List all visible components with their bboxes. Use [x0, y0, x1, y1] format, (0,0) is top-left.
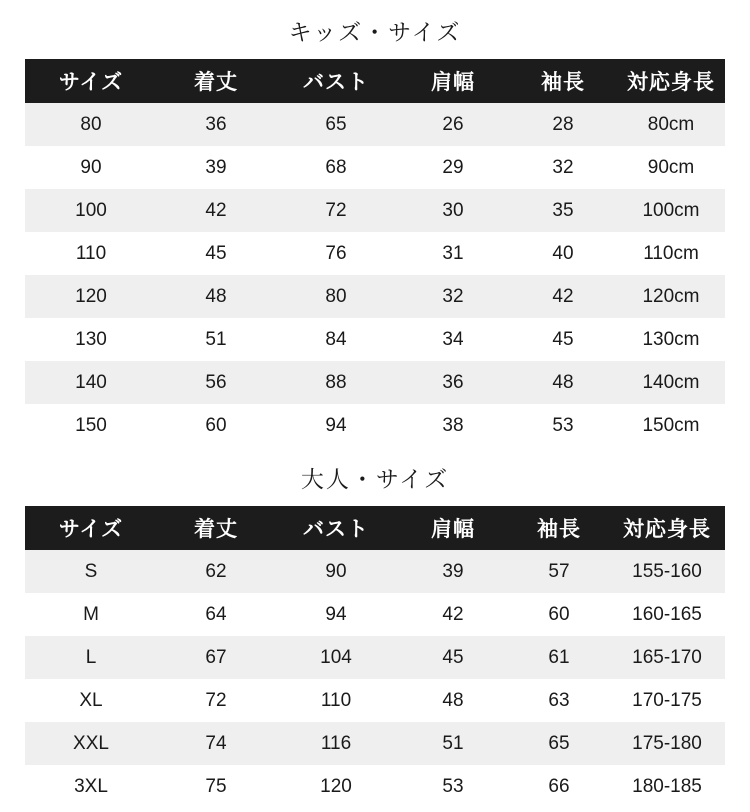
- table-row: [25, 765, 725, 808]
- cell-bust: 80: [275, 275, 397, 318]
- cell-length: 67: [157, 636, 275, 679]
- adult-size-table: [25, 506, 725, 808]
- cell-shoulder: 51: [397, 722, 509, 765]
- cell-length: 64: [157, 593, 275, 636]
- cell-length: 74: [157, 722, 275, 765]
- cell-length: 48: [157, 275, 275, 318]
- cell-height: 150cm: [617, 404, 725, 447]
- cell-shoulder: 26: [397, 103, 509, 146]
- cell-shoulder: 30: [397, 189, 509, 232]
- cell-length: 39: [157, 146, 275, 189]
- cell-sleeve: 63: [509, 679, 609, 722]
- table-row: [25, 679, 725, 722]
- cell-length: 36: [157, 103, 275, 146]
- cell-shoulder: 45: [397, 636, 509, 679]
- cell-bust: 65: [275, 103, 397, 146]
- cell-length: 75: [157, 765, 275, 808]
- cell-height: 175-180: [609, 722, 725, 765]
- column-header-length: 着丈: [157, 59, 275, 103]
- cell-height: 160-165: [609, 593, 725, 636]
- cell-sleeve: 66: [509, 765, 609, 808]
- cell-length: 42: [157, 189, 275, 232]
- cell-sleeve: 61: [509, 636, 609, 679]
- cell-sleeve: 28: [509, 103, 617, 146]
- cell-sleeve: 32: [509, 146, 617, 189]
- cell-size: L: [25, 636, 157, 679]
- column-header-shoulder: 肩幅: [397, 506, 509, 550]
- column-header-size: サイズ: [25, 506, 157, 550]
- cell-size: 80: [25, 103, 157, 146]
- cell-length: 56: [157, 361, 275, 404]
- cell-height: 110cm: [617, 232, 725, 275]
- table-row: [25, 550, 725, 593]
- cell-height: 165-170: [609, 636, 725, 679]
- cell-shoulder: 36: [397, 361, 509, 404]
- cell-height: 140cm: [617, 361, 725, 404]
- table-row: [25, 189, 725, 232]
- table-row: [25, 318, 725, 361]
- column-header-bust: バスト: [275, 506, 397, 550]
- cell-sleeve: 48: [509, 361, 617, 404]
- cell-shoulder: 48: [397, 679, 509, 722]
- cell-shoulder: 53: [397, 765, 509, 808]
- cell-size: 140: [25, 361, 157, 404]
- cell-shoulder: 29: [397, 146, 509, 189]
- table-row: [25, 103, 725, 146]
- cell-height: 100cm: [617, 189, 725, 232]
- cell-bust: 94: [275, 593, 397, 636]
- column-header-height: 対応身長: [609, 506, 725, 550]
- cell-shoulder: 42: [397, 593, 509, 636]
- cell-height: 130cm: [617, 318, 725, 361]
- cell-bust: 88: [275, 361, 397, 404]
- column-header-length: 着丈: [157, 506, 275, 550]
- cell-shoulder: 39: [397, 550, 509, 593]
- cell-size: 130: [25, 318, 157, 361]
- cell-sleeve: 45: [509, 318, 617, 361]
- cell-bust: 94: [275, 404, 397, 447]
- column-header-bust: バスト: [275, 59, 397, 103]
- cell-length: 51: [157, 318, 275, 361]
- cell-length: 45: [157, 232, 275, 275]
- cell-height: 90cm: [617, 146, 725, 189]
- cell-size: 120: [25, 275, 157, 318]
- column-header-sleeve: 袖長: [509, 506, 609, 550]
- cell-sleeve: 60: [509, 593, 609, 636]
- kids-table-head: [25, 59, 725, 103]
- cell-bust: 116: [275, 722, 397, 765]
- adult-table-head: [25, 506, 725, 550]
- cell-sleeve: 42: [509, 275, 617, 318]
- kids-section-title: キッズ・サイズ: [288, 19, 462, 45]
- table-row: [25, 404, 725, 447]
- table-row: [25, 275, 725, 318]
- cell-sleeve: 35: [509, 189, 617, 232]
- table-row: [25, 722, 725, 765]
- cell-size: 90: [25, 146, 157, 189]
- kids-size-table: [25, 59, 725, 447]
- cell-size: 100: [25, 189, 157, 232]
- cell-length: 62: [157, 550, 275, 593]
- cell-sleeve: 57: [509, 550, 609, 593]
- cell-shoulder: 34: [397, 318, 509, 361]
- cell-shoulder: 38: [397, 404, 509, 447]
- adult-section-title: 大人・サイズ: [300, 466, 450, 492]
- cell-sleeve: 53: [509, 404, 617, 447]
- cell-length: 72: [157, 679, 275, 722]
- cell-sleeve: 40: [509, 232, 617, 275]
- cell-size: M: [25, 593, 157, 636]
- adult-table-body: [25, 550, 725, 808]
- cell-bust: 120: [275, 765, 397, 808]
- table-row: [25, 636, 725, 679]
- cell-size: 110: [25, 232, 157, 275]
- column-header-size: サイズ: [25, 59, 157, 103]
- table-row: [25, 361, 725, 404]
- cell-shoulder: 31: [397, 232, 509, 275]
- cell-size: S: [25, 550, 157, 593]
- cell-sleeve: 65: [509, 722, 609, 765]
- table-header-row: [25, 59, 725, 103]
- adult-size-section: [0, 447, 750, 808]
- cell-height: 180-185: [609, 765, 725, 808]
- cell-height: 155-160: [609, 550, 725, 593]
- cell-bust: 84: [275, 318, 397, 361]
- cell-bust: 72: [275, 189, 397, 232]
- table-header-row: [25, 506, 725, 550]
- cell-height: 80cm: [617, 103, 725, 146]
- cell-height: 120cm: [617, 275, 725, 318]
- cell-height: 170-175: [609, 679, 725, 722]
- cell-size: XXL: [25, 722, 157, 765]
- column-header-height: 対応身長: [617, 59, 725, 103]
- cell-bust: 110: [275, 679, 397, 722]
- column-header-shoulder: 肩幅: [397, 59, 509, 103]
- kids-table-body: [25, 103, 725, 447]
- table-row: [25, 146, 725, 189]
- cell-bust: 76: [275, 232, 397, 275]
- cell-length: 60: [157, 404, 275, 447]
- cell-shoulder: 32: [397, 275, 509, 318]
- cell-size: 3XL: [25, 765, 157, 808]
- cell-size: XL: [25, 679, 157, 722]
- cell-bust: 68: [275, 146, 397, 189]
- cell-bust: 104: [275, 636, 397, 679]
- cell-size: 150: [25, 404, 157, 447]
- table-row: [25, 593, 725, 636]
- column-header-sleeve: 袖長: [509, 59, 617, 103]
- table-row: [25, 232, 725, 275]
- cell-bust: 90: [275, 550, 397, 593]
